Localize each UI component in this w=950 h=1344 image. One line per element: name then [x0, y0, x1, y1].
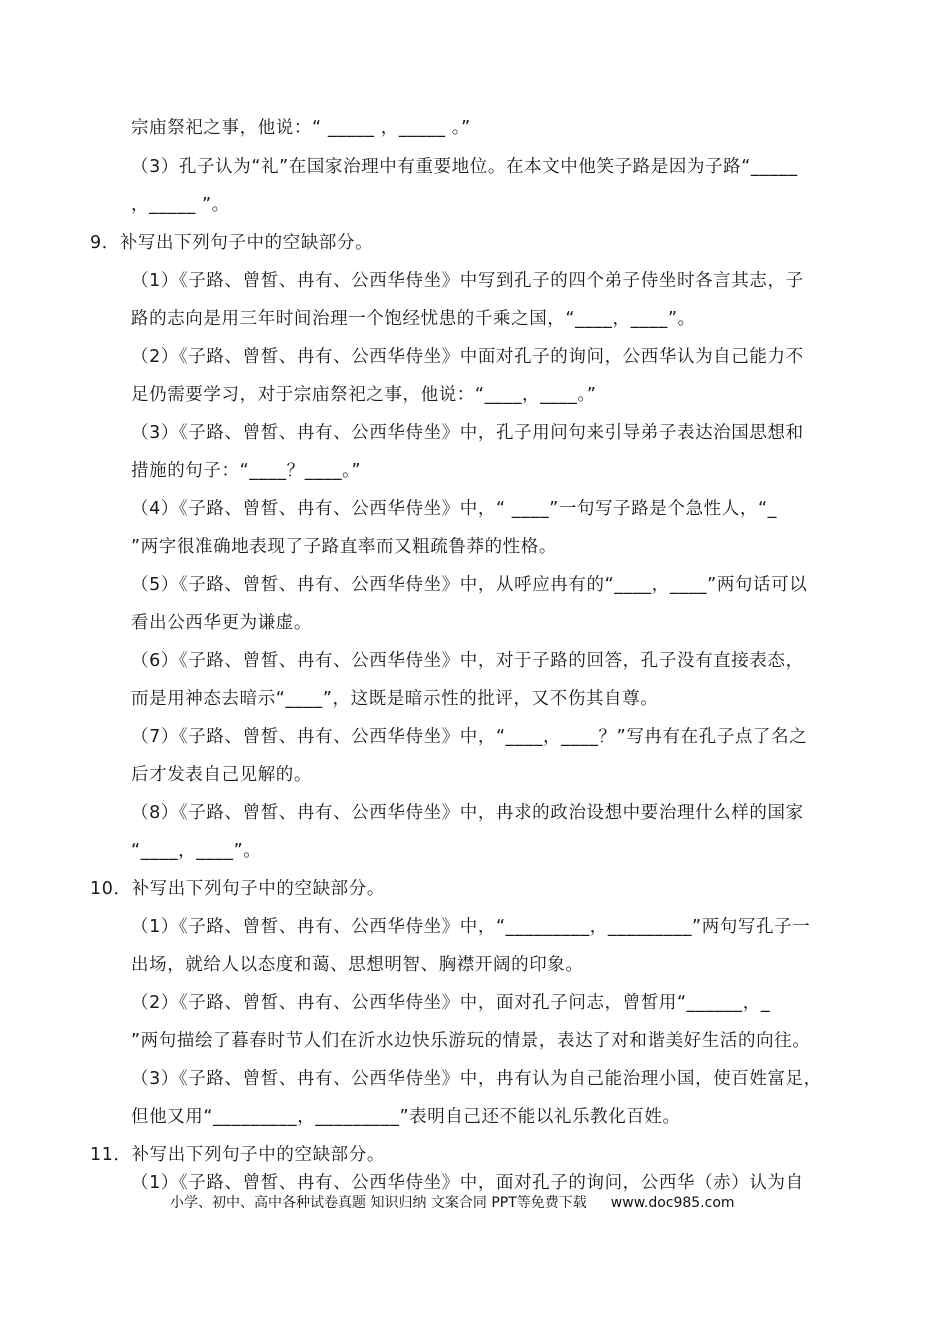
text-line: （3）《子路、曾皙、冉有、公西华侍坐》中，孔子用问句来引导弟子表达治国思想和	[131, 423, 804, 443]
question-heading: 10．补写出下列句子中的空缺部分。	[90, 879, 385, 899]
text-line: 后才发表自己见解的。	[131, 765, 312, 785]
page-footer	[170, 1193, 735, 1213]
text-line: （2）《子路、曾皙、冉有、公西华侍坐》中面对孔子的询问，公西华认为自己能力不	[131, 347, 804, 367]
text-line: （3）孔子认为“礼”在国家治理中有重要地位。在本文中他笑子路是因为子路“_____	[131, 157, 798, 177]
text-line: 足仍需要学习，对于宗庙祭祀之事，他说：“____，____。”	[131, 385, 597, 405]
text-line: 而是用神态去暗示“____”，这既是暗示性的批评，又不伤其自尊。	[131, 689, 659, 709]
text-line: （2）《子路、曾皙、冉有、公西华侍坐》中，面对孔子问志，曾皙用“______，_	[131, 993, 771, 1013]
text-line: （3）《子路、曾皙、冉有、公西华侍坐》中，冉有认为自己能治理小国，使百姓富足，	[131, 1069, 822, 1089]
text-line: 路的志向是用三年时间治理一个饱经忧患的千乘之国，“____，____”。	[131, 309, 696, 329]
question-heading: 9．补写出下列句子中的空缺部分。	[90, 233, 374, 253]
text-line: 措施的句子：“____？____。”	[131, 461, 362, 481]
text-line: 看出公西华更为谦虚。	[131, 613, 312, 633]
text-line: ，_____ ”。	[131, 195, 230, 215]
text-line: 出场，就给人以态度和蔼、思想明智、胸襟开阔的印象。	[131, 955, 584, 975]
text-line: 宗庙祭祀之事，他说：“ _____ ，_____ 。”	[131, 118, 471, 138]
question-heading: 11．补写出下列句子中的空缺部分。	[90, 1145, 385, 1165]
text-line: 但他又用“_________，_________”表明自己还不能以礼乐教化百姓。	[131, 1107, 681, 1127]
text-line: （5）《子路、曾皙、冉有、公西华侍坐》中，从呼应冉有的“____，____”两句话可以	[131, 575, 808, 595]
text-line: （1）《子路、曾皙、冉有、公西华侍坐》中，面对孔子的询问，公西华（赤）认为自	[131, 1173, 804, 1193]
text-line: （8）《子路、曾皙、冉有、公西华侍坐》中，冉求的政治设想中要治理什么样的国家	[131, 803, 804, 823]
text-line: ”两句描绘了暮春时节人们在沂水边快乐游玩的情景，表达了对和谐美好生活的向往。	[131, 1031, 811, 1051]
footer-text: 小学、初中、高中各种试卷真题 知识归纳 文案合同 PPT等免费下载	[170, 1195, 587, 1211]
text-line: （1）《子路、曾皙、冉有、公西华侍坐》中写到孔子的四个弟子侍坐时各言其志，子	[131, 271, 804, 291]
text-line: （6）《子路、曾皙、冉有、公西华侍坐》中，对于子路的回答，孔子没有直接表态，	[131, 651, 804, 671]
text-line: （7）《子路、曾皙、冉有、公西华侍坐》中，“____，____？”写冉有在孔子点了名之	[131, 727, 808, 747]
text-line: ”两字很准确地表现了子路直率而又粗疏鲁莽的性格。	[131, 537, 557, 557]
footer-url: www.doc985.com	[610, 1195, 735, 1211]
text-line: （4）《子路、曾皙、冉有、公西华侍坐》中，“ ____”一句写子路是个急性人，“_	[131, 499, 777, 519]
text-line: “____，____”。	[131, 841, 262, 861]
text-line: （1）《子路、曾皙、冉有、公西华侍坐》中，“_________，_________”两句写孔子一	[131, 917, 811, 937]
